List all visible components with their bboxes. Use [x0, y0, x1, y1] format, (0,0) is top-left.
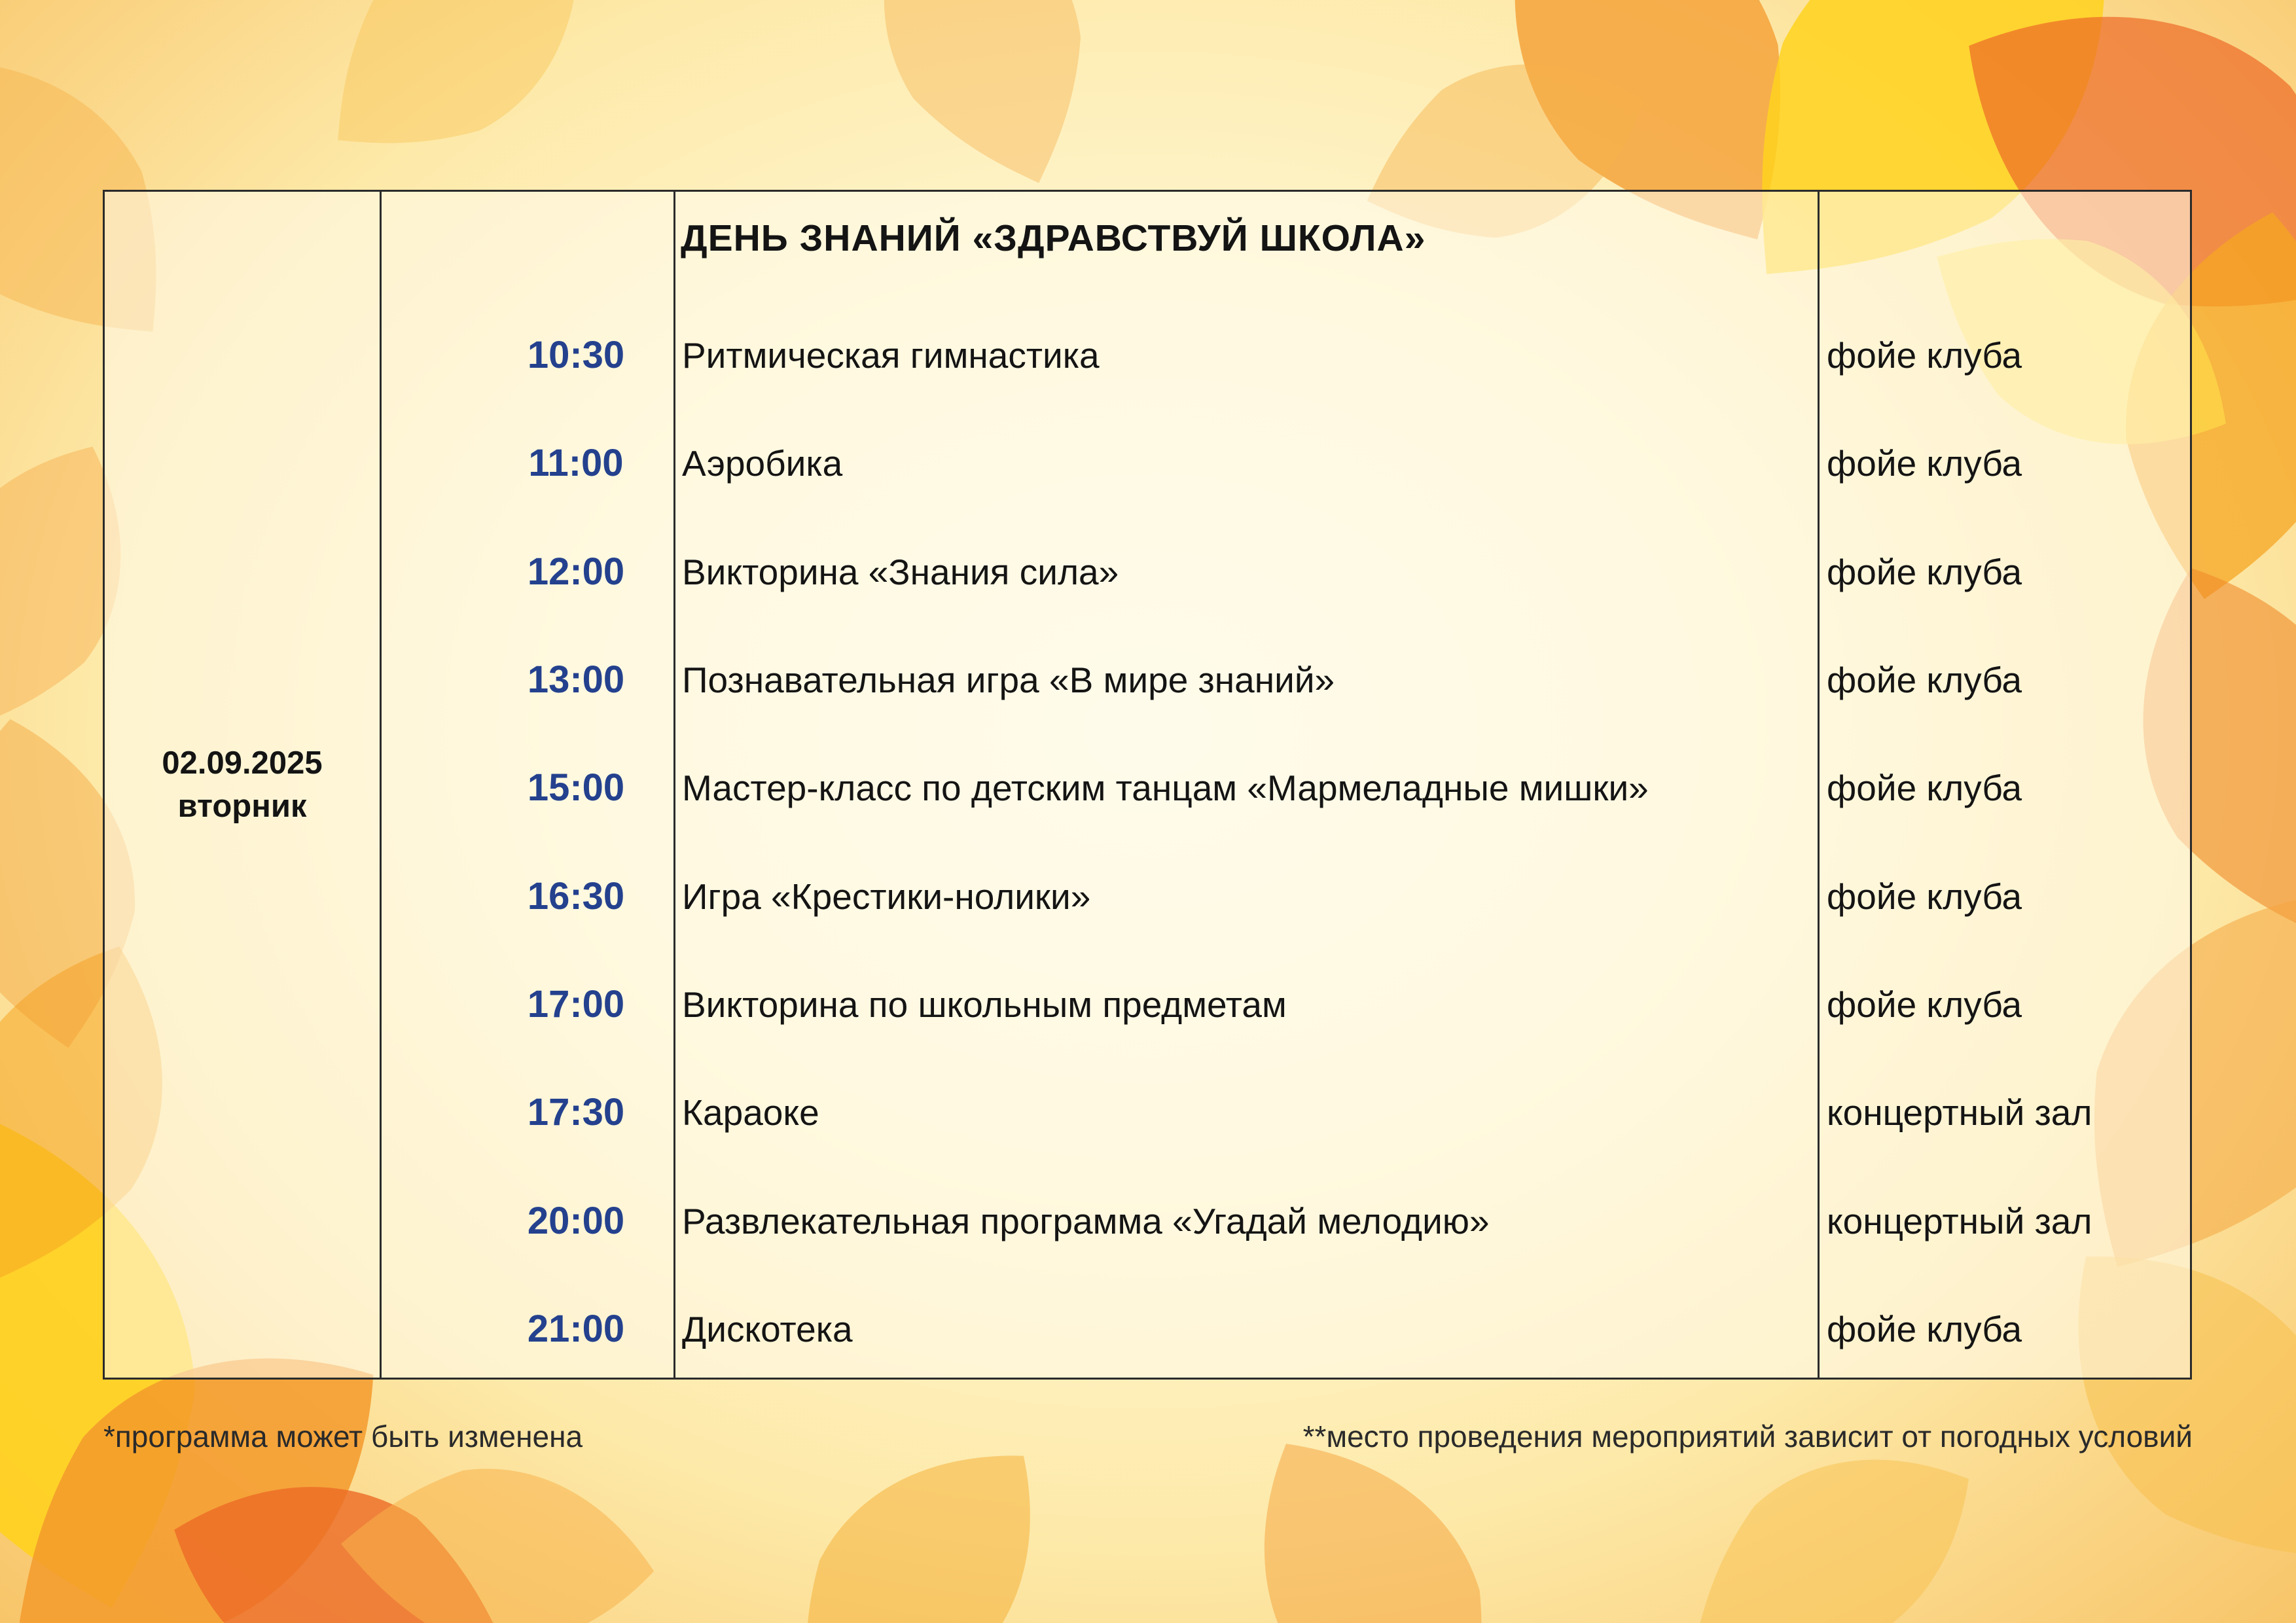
event-place: фойе клуба: [1827, 443, 2022, 484]
event-name: Викторина по школьным предметам: [682, 984, 1287, 1025]
program-title: ДЕНЬ ЗНАНИЙ «ЗДРАВСТВУЙ ШКОЛА»: [681, 217, 1426, 259]
event-time: 13:00: [527, 658, 625, 701]
event-place: фойе клуба: [1827, 1309, 2022, 1349]
event-time: 20:00: [527, 1200, 625, 1242]
schedule-row: [105, 529, 2190, 615]
event-time: 21:00: [527, 1308, 625, 1350]
event-name: Ритмическая гимнастика: [682, 335, 1100, 376]
footnote-weather: **место проведения мероприятий зависит от погодных условий: [1302, 1419, 2193, 1454]
schedule-row: [105, 421, 2190, 506]
event-name: Викторина «Знания сила»: [682, 552, 1119, 592]
event-time: 17:30: [527, 1091, 625, 1133]
schedule-row: [105, 637, 2190, 722]
event-time: 11:00: [528, 442, 624, 484]
event-name: Познавательная игра «В мире знаний»: [682, 660, 1335, 700]
event-place: фойе клуба: [1827, 768, 2022, 808]
event-name: Аэробика: [682, 443, 843, 484]
event-name: Караоке: [682, 1092, 819, 1133]
event-weekday: вторник: [177, 789, 307, 824]
event-place: фойе клуба: [1827, 984, 2022, 1025]
event-name: Игра «Крестики-нолики»: [682, 876, 1091, 917]
event-place: фойе клуба: [1827, 876, 2022, 917]
schedule-table: [103, 190, 2192, 1380]
footnote-program-change: *программа может быть изменена: [103, 1419, 583, 1454]
event-place: концертный зал: [1827, 1201, 2092, 1241]
leaf-cluster-top: [281, 0, 1127, 215]
event-place: фойе клуба: [1827, 660, 2022, 700]
event-time: 12:00: [527, 550, 625, 593]
event-time: 17:00: [527, 983, 625, 1026]
event-place: концертный зал: [1827, 1092, 2092, 1133]
event-name: Дискотека: [682, 1309, 853, 1349]
event-place: фойе клуба: [1827, 335, 2022, 376]
schedule-row: [105, 1179, 2190, 1264]
schedule-row: [105, 1070, 2190, 1155]
schedule-row: [105, 745, 2190, 830]
schedule-row: [105, 313, 2190, 398]
event-time: 16:30: [527, 875, 625, 918]
schedule-row: [105, 854, 2190, 939]
event-date: 02.09.2025: [162, 745, 323, 781]
event-name: Мастер-класс по детским танцам «Мармеладные мишки»: [682, 768, 1649, 808]
event-place: фойе клуба: [1827, 552, 2022, 592]
event-name: Развлекательная программа «Угадай мелодию»: [682, 1201, 1490, 1241]
event-time: 10:30: [527, 334, 625, 376]
schedule-row: [105, 1287, 2190, 1372]
event-time: 15:00: [527, 766, 625, 809]
schedule-row: [105, 962, 2190, 1047]
